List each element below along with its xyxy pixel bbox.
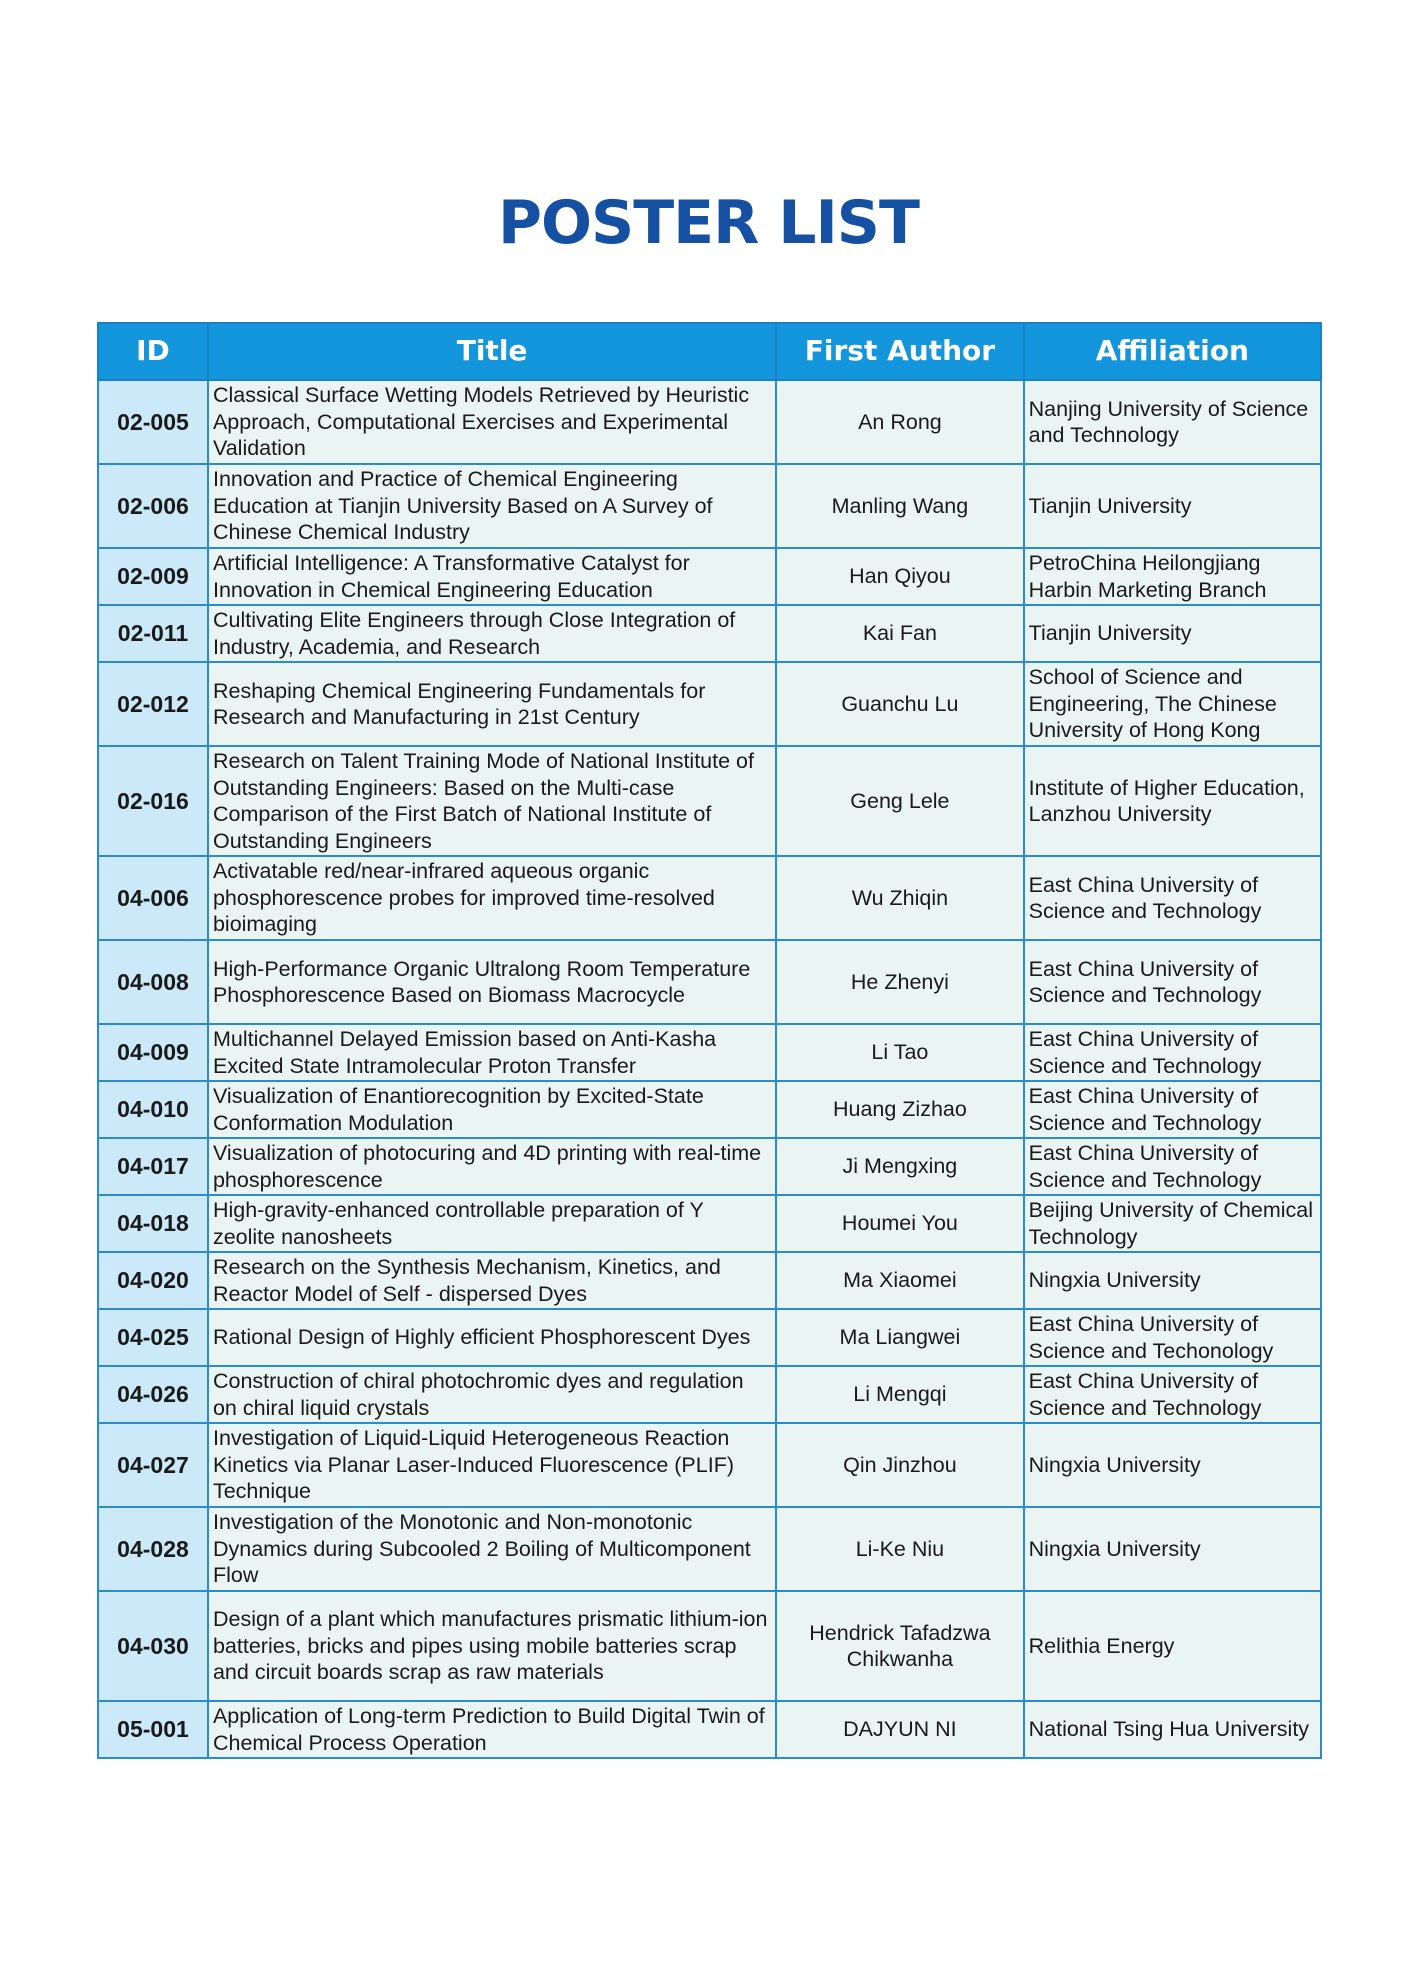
table-row [98,1701,1321,1758]
poster-id: 04-025 [98,1309,208,1366]
affiliation: Tianjin University [1024,605,1321,662]
table-row [98,605,1321,662]
first-author: Ma Xiaomei [776,1252,1023,1309]
affiliation: East China University of Science and Technology [1024,1138,1321,1195]
poster-title: Cultivating Elite Engineers through Close Integration of Industry, Academia, and Research [208,605,776,662]
poster-title: Research on the Synthesis Mechanism, Kinetics, and Reactor Model of Self - dispersed Dyes [208,1252,776,1309]
table-row [98,380,1321,464]
poster-title: Reshaping Chemical Engineering Fundamentals for Research and Manufacturing in 21st Century [208,662,776,746]
affiliation: Relithia Energy [1024,1591,1321,1701]
poster-id: 02-005 [98,380,208,464]
first-author: Hendrick Tafadzwa Chikwanha [776,1591,1023,1701]
poster-title: Rational Design of Highly efficient Phosphorescent Dyes [208,1309,776,1366]
table-header-row [98,323,1321,380]
affiliation: East China University of Science and Technology [1024,1081,1321,1138]
poster-id: 04-018 [98,1195,208,1252]
poster-title: Classical Surface Wetting Models Retrieved by Heuristic Approach, Computational Exercises and Experimental Validation [208,380,776,464]
poster-id: 04-027 [98,1423,208,1507]
affiliation: School of Science and Engineering, The Chinese University of Hong Kong [1024,662,1321,746]
first-author: DAJYUN NI [776,1701,1023,1758]
table-row [98,1423,1321,1507]
poster-id: 02-016 [98,746,208,856]
table-row [98,856,1321,940]
affiliation: Nanjing University of Science and Technology [1024,380,1321,464]
affiliation: National Tsing Hua University [1024,1701,1321,1758]
affiliation: Ningxia University [1024,1507,1321,1591]
poster-id: 04-009 [98,1024,208,1081]
poster-title: Investigation of the Monotonic and Non-monotonic Dynamics during Subcooled 2 Boiling of Multicomponent Flow [208,1507,776,1591]
table-row [98,1309,1321,1366]
poster-id: 02-012 [98,662,208,746]
affiliation: PetroChina Heilongjiang Harbin Marketing Branch [1024,548,1321,605]
poster-id: 02-009 [98,548,208,605]
table-row [98,662,1321,746]
first-author: Manling Wang [776,464,1023,548]
poster-id: 05-001 [98,1701,208,1758]
poster-title: Visualization of photocuring and 4D printing with real-time phosphorescence [208,1138,776,1195]
first-author: Houmei You [776,1195,1023,1252]
poster-title: Construction of chiral photochromic dyes and regulation on chiral liquid crystals [208,1366,776,1423]
affiliation: Tianjin University [1024,464,1321,548]
first-author: Kai Fan [776,605,1023,662]
first-author: Li Tao [776,1024,1023,1081]
header-first-author: First Author [776,323,1023,380]
table-row [98,1591,1321,1701]
affiliation: Institute of Higher Education, Lanzhou University [1024,746,1321,856]
poster-title: High-Performance Organic Ultralong Room Temperature Phosphorescence Based on Biomass Macrocycle [208,940,776,1024]
poster-id: 02-011 [98,605,208,662]
first-author: He Zhenyi [776,940,1023,1024]
header-id: ID [98,323,208,380]
poster-title: Activatable red/near-infrared aqueous organic phosphorescence probes for improved time-resolved bioimaging [208,856,776,940]
poster-id: 04-026 [98,1366,208,1423]
poster-title: Artificial Intelligence: A Transformative Catalyst for Innovation in Chemical Engineering Education [208,548,776,605]
poster-id: 04-030 [98,1591,208,1701]
affiliation: Ningxia University [1024,1423,1321,1507]
affiliation: East China University of Science and Technology [1024,1024,1321,1081]
header-title: Title [208,323,776,380]
table-row [98,1081,1321,1138]
table-row [98,1507,1321,1591]
poster-title: Investigation of Liquid-Liquid Heterogeneous Reaction Kinetics via Planar Laser-Induced Fluorescence (PLIF) Technique [208,1423,776,1507]
table-row [98,1366,1321,1423]
poster-id: 04-008 [98,940,208,1024]
first-author: Huang Zizhao [776,1081,1023,1138]
table-row [98,746,1321,856]
table-row [98,1195,1321,1252]
first-author: Guanchu Lu [776,662,1023,746]
first-author: Qin Jinzhou [776,1423,1023,1507]
first-author: Geng Lele [776,746,1023,856]
poster-id: 04-010 [98,1081,208,1138]
first-author: An Rong [776,380,1023,464]
affiliation: East China University of Science and Technology [1024,856,1321,940]
table-row [98,548,1321,605]
poster-id: 02-006 [98,464,208,548]
affiliation: East China University of Science and Techonology [1024,1309,1321,1366]
first-author: Han Qiyou [776,548,1023,605]
first-author: Li Mengqi [776,1366,1023,1423]
poster-title: Multichannel Delayed Emission based on Anti-Kasha Excited State Intramolecular Proton Transfer [208,1024,776,1081]
poster-title: Application of Long-term Prediction to Build Digital Twin of Chemical Process Operation [208,1701,776,1758]
first-author: Ma Liangwei [776,1309,1023,1366]
table-row [98,940,1321,1024]
poster-id: 04-006 [98,856,208,940]
poster-id: 04-017 [98,1138,208,1195]
table-row [98,1024,1321,1081]
table-row [98,1252,1321,1309]
affiliation: Ningxia University [1024,1252,1321,1309]
poster-table [97,322,1322,1759]
poster-title: Visualization of Enantiorecognition by Excited-State Conformation Modulation [208,1081,776,1138]
first-author: Ji Mengxing [776,1138,1023,1195]
poster-title: Innovation and Practice of Chemical Engineering Education at Tianjin University Based on A Survey of Chinese Chemical Industry [208,464,776,548]
poster-id: 04-020 [98,1252,208,1309]
poster-title: Research on Talent Training Mode of National Institute of Outstanding Engineers: Based on the Multi-case Comparison of the First Batch of National Institute of Outstanding Engineers [208,746,776,856]
poster-title: High-gravity-enhanced controllable preparation of Y zeolite nanosheets [208,1195,776,1252]
header-affiliation: Affiliation [1024,323,1321,380]
affiliation: East China University of Science and Technology [1024,1366,1321,1423]
page-title: POSTER LIST [498,188,919,258]
affiliation: Beijing University of Chemical Technology [1024,1195,1321,1252]
first-author: Li-Ke Niu [776,1507,1023,1591]
affiliation: East China University of Science and Technology [1024,940,1321,1024]
first-author: Wu Zhiqin [776,856,1023,940]
table-row [98,1138,1321,1195]
poster-id: 04-028 [98,1507,208,1591]
poster-title: Design of a plant which manufactures prismatic lithium-ion batteries, bricks and pipes using mobile batteries scrap and circuit boards scrap as raw materials [208,1591,776,1701]
table-row [98,464,1321,548]
